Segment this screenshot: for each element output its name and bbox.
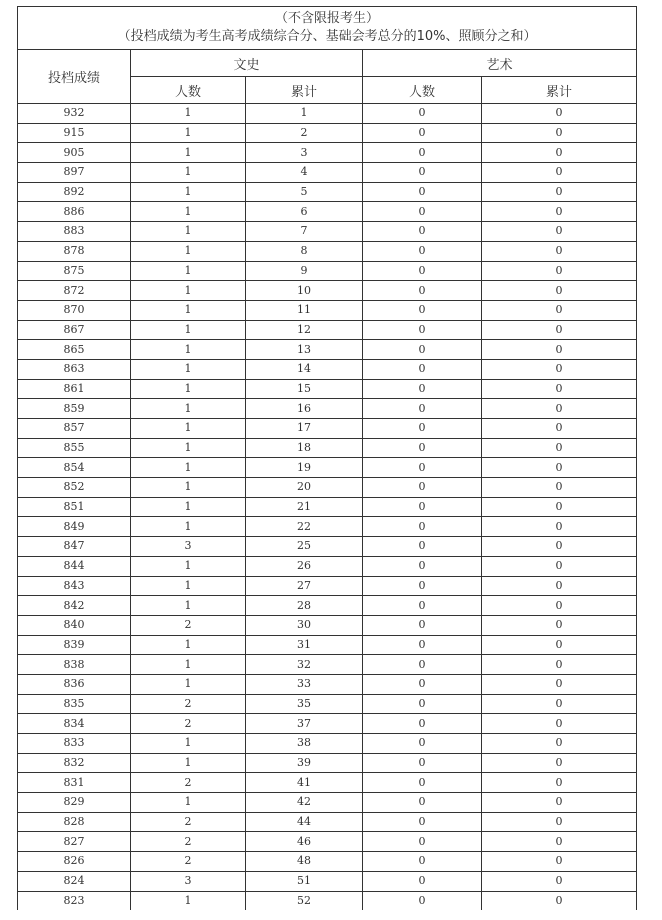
- wenshi-cumulative-cell: 15: [246, 379, 363, 399]
- wenshi-cumulative-cell: 16: [246, 399, 363, 419]
- wenshi-count-cell: 1: [131, 458, 246, 478]
- yishu-count-cell: 0: [363, 438, 482, 458]
- wenshi-cumulative-cell: 13: [246, 340, 363, 360]
- wenshi-count-cell: 1: [131, 359, 246, 379]
- score-cell: 852: [18, 478, 131, 498]
- wenshi-cumulative-cell: 5: [246, 182, 363, 202]
- wenshi-count-cell: 1: [131, 419, 246, 439]
- table-row: [18, 576, 637, 596]
- score-cell: 857: [18, 419, 131, 439]
- wenshi-cumulative-cell: 20: [246, 478, 363, 498]
- score-cell: 859: [18, 399, 131, 419]
- yishu-count-cell: 0: [363, 143, 482, 163]
- score-cell: 847: [18, 537, 131, 557]
- table-row: [18, 832, 637, 852]
- wenshi-count-cell: 1: [131, 793, 246, 813]
- yishu-count-cell: 0: [363, 635, 482, 655]
- wenshi-count-cell: 1: [131, 655, 246, 675]
- yishu-count-cell: 0: [363, 694, 482, 714]
- wenshi-count-cell: 1: [131, 143, 246, 163]
- table-row: [18, 497, 637, 517]
- score-cell: 832: [18, 753, 131, 773]
- score-cell: 824: [18, 871, 131, 891]
- score-cell: 875: [18, 261, 131, 281]
- table-row: [18, 694, 637, 714]
- table-row: [18, 359, 637, 379]
- wenshi-count-cell: 2: [131, 832, 246, 852]
- yishu-count-cell: 0: [363, 320, 482, 340]
- yishu-count-cell: 0: [363, 340, 482, 360]
- wenshi-cumulative-cell: 27: [246, 576, 363, 596]
- wenshi-cumulative-cell: 26: [246, 556, 363, 576]
- wenshi-count-cell: 1: [131, 576, 246, 596]
- wenshi-count-cell: 2: [131, 694, 246, 714]
- table-row: [18, 773, 637, 793]
- score-cell: 838: [18, 655, 131, 675]
- table-row: [18, 891, 637, 910]
- wenshi-count-cell: 1: [131, 596, 246, 616]
- score-cell: 840: [18, 615, 131, 635]
- score-cell: 836: [18, 674, 131, 694]
- yishu-cumulative-cell: 0: [482, 300, 637, 320]
- wenshi-count-cell: 1: [131, 556, 246, 576]
- table-row: [18, 478, 637, 498]
- yishu-cumulative-cell: 0: [482, 793, 637, 813]
- yishu-count-cell: 0: [363, 655, 482, 675]
- table-row: [18, 202, 637, 222]
- yishu-cumulative-cell: 0: [482, 143, 637, 163]
- table-row: [18, 320, 637, 340]
- yishu-count-cell: 0: [363, 753, 482, 773]
- wenshi-count-cell: 1: [131, 300, 246, 320]
- yishu-cumulative-cell: 0: [482, 635, 637, 655]
- yishu-count-cell: 0: [363, 458, 482, 478]
- wenshi-count-cell: 3: [131, 871, 246, 891]
- table-row: [18, 163, 637, 183]
- wenshi-cumulative-cell: 30: [246, 615, 363, 635]
- wenshi-count-cell: 1: [131, 202, 246, 222]
- score-cell: 883: [18, 222, 131, 242]
- yishu-count-cell: 0: [363, 576, 482, 596]
- wenshi-cumulative-cell: 12: [246, 320, 363, 340]
- table-row: [18, 379, 637, 399]
- wenshi-cumulative-cell: 46: [246, 832, 363, 852]
- table-row: [18, 340, 637, 360]
- yishu-cumulative-cell: 0: [482, 359, 637, 379]
- score-cell: 827: [18, 832, 131, 852]
- yishu-count-cell: 0: [363, 261, 482, 281]
- yishu-cumulative-cell: 0: [482, 340, 637, 360]
- yishu-cumulative-cell: 0: [482, 655, 637, 675]
- wenshi-cumulative-cell: 3: [246, 143, 363, 163]
- table-row: [18, 556, 637, 576]
- table-row: [18, 753, 637, 773]
- yishu-cumulative-cell: 0: [482, 753, 637, 773]
- table-row: [18, 615, 637, 635]
- yishu-count-header: 人数: [363, 77, 482, 104]
- wenshi-count-cell: 1: [131, 182, 246, 202]
- yishu-count-cell: 0: [363, 478, 482, 498]
- table-row: [18, 419, 637, 439]
- wenshi-count-cell: 1: [131, 438, 246, 458]
- yishu-count-cell: 0: [363, 734, 482, 754]
- wenshi-cumulative-cell: 52: [246, 891, 363, 910]
- yishu-cumulative-cell: 0: [482, 458, 637, 478]
- score-cell: 865: [18, 340, 131, 360]
- score-cell: 932: [18, 104, 131, 124]
- yishu-cumulative-cell: 0: [482, 576, 637, 596]
- yishu-cumulative-cell: 0: [482, 517, 637, 537]
- score-cell: 870: [18, 300, 131, 320]
- score-cell: 831: [18, 773, 131, 793]
- yishu-count-cell: 0: [363, 182, 482, 202]
- table-body: [18, 104, 637, 911]
- score-cell: 886: [18, 202, 131, 222]
- table-row: [18, 300, 637, 320]
- table-row: [18, 399, 637, 419]
- yishu-count-cell: 0: [363, 517, 482, 537]
- score-cell: 905: [18, 143, 131, 163]
- yishu-count-cell: 0: [363, 773, 482, 793]
- wenshi-count-cell: 1: [131, 517, 246, 537]
- wenshi-count-cell: 2: [131, 714, 246, 734]
- yishu-count-cell: 0: [363, 399, 482, 419]
- wenshi-cumulative-cell: 33: [246, 674, 363, 694]
- yishu-cumulative-cell: 0: [482, 379, 637, 399]
- score-cell: 835: [18, 694, 131, 714]
- wenshi-cumulative-cell: 51: [246, 871, 363, 891]
- yishu-count-cell: 0: [363, 300, 482, 320]
- wenshi-cumulative-cell: 19: [246, 458, 363, 478]
- wenshi-count-cell: 1: [131, 261, 246, 281]
- yishu-cumulative-cell: 0: [482, 714, 637, 734]
- table-row: [18, 714, 637, 734]
- score-cell: 855: [18, 438, 131, 458]
- score-cell: 829: [18, 793, 131, 813]
- yishu-cumulative-cell: 0: [482, 852, 637, 872]
- wenshi-cumulative-cell: 17: [246, 419, 363, 439]
- wenshi-cumulative-cell: 6: [246, 202, 363, 222]
- score-cell: 834: [18, 714, 131, 734]
- yishu-count-cell: 0: [363, 419, 482, 439]
- yishu-count-cell: 0: [363, 674, 482, 694]
- yishu-cumulative-cell: 0: [482, 615, 637, 635]
- wenshi-count-cell: 2: [131, 773, 246, 793]
- score-cell: 872: [18, 281, 131, 301]
- yishu-cumulative-cell: 0: [482, 182, 637, 202]
- yishu-count-cell: 0: [363, 793, 482, 813]
- wenshi-count-cell: 3: [131, 537, 246, 557]
- yishu-count-cell: 0: [363, 497, 482, 517]
- yishu-cumulative-cell: 0: [482, 497, 637, 517]
- wenshi-count-cell: 1: [131, 222, 246, 242]
- score-cell: 849: [18, 517, 131, 537]
- table-row: [18, 123, 637, 143]
- table-row: [18, 222, 637, 242]
- yishu-cumulative-cell: 0: [482, 891, 637, 910]
- score-cell: 842: [18, 596, 131, 616]
- wenshi-count-cell: 1: [131, 891, 246, 910]
- yishu-count-cell: 0: [363, 241, 482, 261]
- wenshi-cumulative-cell: 14: [246, 359, 363, 379]
- yishu-count-cell: 0: [363, 812, 482, 832]
- wenshi-count-cell: 1: [131, 340, 246, 360]
- yishu-cumulative-cell: 0: [482, 261, 637, 281]
- wenshi-cumulative-cell: 18: [246, 438, 363, 458]
- yishu-cumulative-header: 累计: [482, 77, 637, 104]
- yishu-cumulative-cell: 0: [482, 241, 637, 261]
- yishu-cumulative-cell: 0: [482, 871, 637, 891]
- wenshi-cumulative-cell: 9: [246, 261, 363, 281]
- yishu-count-cell: 0: [363, 202, 482, 222]
- wenshi-cumulative-cell: 42: [246, 793, 363, 813]
- wenshi-count-cell: 1: [131, 163, 246, 183]
- yishu-cumulative-cell: 0: [482, 320, 637, 340]
- score-cell: 854: [18, 458, 131, 478]
- wenshi-cumulative-cell: 22: [246, 517, 363, 537]
- wenshi-group-header: 文史: [131, 50, 363, 77]
- wenshi-count-cell: 2: [131, 812, 246, 832]
- score-cell: 892: [18, 182, 131, 202]
- wenshi-count-cell: 1: [131, 379, 246, 399]
- table-row: [18, 537, 637, 557]
- wenshi-count-cell: 1: [131, 399, 246, 419]
- score-cell: 897: [18, 163, 131, 183]
- table-row: [18, 655, 637, 675]
- yishu-count-cell: 0: [363, 359, 482, 379]
- wenshi-count-cell: 2: [131, 852, 246, 872]
- table-row: [18, 143, 637, 163]
- wenshi-count-cell: 1: [131, 674, 246, 694]
- yishu-cumulative-cell: 0: [482, 556, 637, 576]
- yishu-count-cell: 0: [363, 714, 482, 734]
- table-row: [18, 734, 637, 754]
- wenshi-cumulative-cell: 11: [246, 300, 363, 320]
- wenshi-cumulative-cell: 10: [246, 281, 363, 301]
- score-cell: 823: [18, 891, 131, 910]
- table-row: [18, 871, 637, 891]
- yishu-cumulative-cell: 0: [482, 478, 637, 498]
- score-cell: 867: [18, 320, 131, 340]
- wenshi-cumulative-cell: 1: [246, 104, 363, 124]
- table-row: [18, 812, 637, 832]
- yishu-count-cell: 0: [363, 281, 482, 301]
- yishu-count-cell: 0: [363, 852, 482, 872]
- table-row: [18, 261, 637, 281]
- yishu-cumulative-cell: 0: [482, 812, 637, 832]
- yishu-cumulative-cell: 0: [482, 281, 637, 301]
- wenshi-count-cell: 2: [131, 615, 246, 635]
- wenshi-count-cell: 1: [131, 281, 246, 301]
- wenshi-cumulative-cell: 35: [246, 694, 363, 714]
- yishu-count-cell: 0: [363, 104, 482, 124]
- yishu-group-header: 艺术: [363, 50, 637, 77]
- wenshi-count-header: 人数: [131, 77, 246, 104]
- wenshi-count-cell: 1: [131, 497, 246, 517]
- table-row: [18, 635, 637, 655]
- yishu-count-cell: 0: [363, 871, 482, 891]
- yishu-cumulative-cell: 0: [482, 596, 637, 616]
- wenshi-cumulative-cell: 31: [246, 635, 363, 655]
- table-row: [18, 596, 637, 616]
- wenshi-cumulative-header: 累计: [246, 77, 363, 104]
- table-row: [18, 438, 637, 458]
- score-cell: 833: [18, 734, 131, 754]
- score-cell: 861: [18, 379, 131, 399]
- wenshi-count-cell: 1: [131, 320, 246, 340]
- wenshi-cumulative-cell: 48: [246, 852, 363, 872]
- wenshi-cumulative-cell: 7: [246, 222, 363, 242]
- wenshi-cumulative-cell: 28: [246, 596, 363, 616]
- yishu-count-cell: 0: [363, 596, 482, 616]
- wenshi-count-cell: 1: [131, 123, 246, 143]
- wenshi-count-cell: 1: [131, 478, 246, 498]
- table-row: [18, 241, 637, 261]
- score-cell: 878: [18, 241, 131, 261]
- table-row: [18, 458, 637, 478]
- yishu-count-cell: 0: [363, 537, 482, 557]
- yishu-cumulative-cell: 0: [482, 694, 637, 714]
- wenshi-count-cell: 1: [131, 104, 246, 124]
- yishu-cumulative-cell: 0: [482, 773, 637, 793]
- yishu-cumulative-cell: 0: [482, 537, 637, 557]
- wenshi-cumulative-cell: 25: [246, 537, 363, 557]
- score-cell: 826: [18, 852, 131, 872]
- yishu-count-cell: 0: [363, 556, 482, 576]
- wenshi-cumulative-cell: 38: [246, 734, 363, 754]
- yishu-count-cell: 0: [363, 891, 482, 910]
- wenshi-cumulative-cell: 39: [246, 753, 363, 773]
- yishu-count-cell: 0: [363, 123, 482, 143]
- table-row: [18, 104, 637, 124]
- yishu-cumulative-cell: 0: [482, 104, 637, 124]
- wenshi-cumulative-cell: 2: [246, 123, 363, 143]
- yishu-cumulative-cell: 0: [482, 163, 637, 183]
- yishu-cumulative-cell: 0: [482, 438, 637, 458]
- score-cell: 851: [18, 497, 131, 517]
- score-cell: 828: [18, 812, 131, 832]
- wenshi-count-cell: 1: [131, 241, 246, 261]
- score-cell: 844: [18, 556, 131, 576]
- wenshi-count-cell: 1: [131, 753, 246, 773]
- yishu-count-cell: 0: [363, 163, 482, 183]
- score-cell: 839: [18, 635, 131, 655]
- wenshi-cumulative-cell: 21: [246, 497, 363, 517]
- score-cell: 843: [18, 576, 131, 596]
- yishu-count-cell: 0: [363, 222, 482, 242]
- yishu-count-cell: 0: [363, 832, 482, 852]
- yishu-cumulative-cell: 0: [482, 222, 637, 242]
- yishu-count-cell: 0: [363, 379, 482, 399]
- wenshi-count-cell: 1: [131, 635, 246, 655]
- table-row: [18, 517, 637, 537]
- yishu-cumulative-cell: 0: [482, 419, 637, 439]
- table-row: [18, 674, 637, 694]
- yishu-cumulative-cell: 0: [482, 832, 637, 852]
- wenshi-cumulative-cell: 44: [246, 812, 363, 832]
- wenshi-cumulative-cell: 32: [246, 655, 363, 675]
- yishu-cumulative-cell: 0: [482, 674, 637, 694]
- wenshi-cumulative-cell: 4: [246, 163, 363, 183]
- table-row: [18, 182, 637, 202]
- score-cell: 915: [18, 123, 131, 143]
- wenshi-cumulative-cell: 8: [246, 241, 363, 261]
- yishu-cumulative-cell: 0: [482, 734, 637, 754]
- score-distribution-table: [17, 6, 637, 910]
- yishu-count-cell: 0: [363, 615, 482, 635]
- score-cell: 863: [18, 359, 131, 379]
- yishu-cumulative-cell: 0: [482, 123, 637, 143]
- wenshi-cumulative-cell: 37: [246, 714, 363, 734]
- table-title: [18, 7, 637, 50]
- title-line-1: （不含限报考生）: [275, 11, 380, 26]
- table-row: [18, 793, 637, 813]
- table-row: [18, 852, 637, 872]
- score-column-header: 投档成绩: [18, 50, 131, 104]
- table-row: [18, 281, 637, 301]
- yishu-cumulative-cell: 0: [482, 399, 637, 419]
- title-line-2: （投档成绩为考生高考成绩综合分、基础会考总分的10%、照顾分之和）: [117, 29, 537, 44]
- yishu-cumulative-cell: 0: [482, 202, 637, 222]
- wenshi-cumulative-cell: 41: [246, 773, 363, 793]
- wenshi-count-cell: 1: [131, 734, 246, 754]
